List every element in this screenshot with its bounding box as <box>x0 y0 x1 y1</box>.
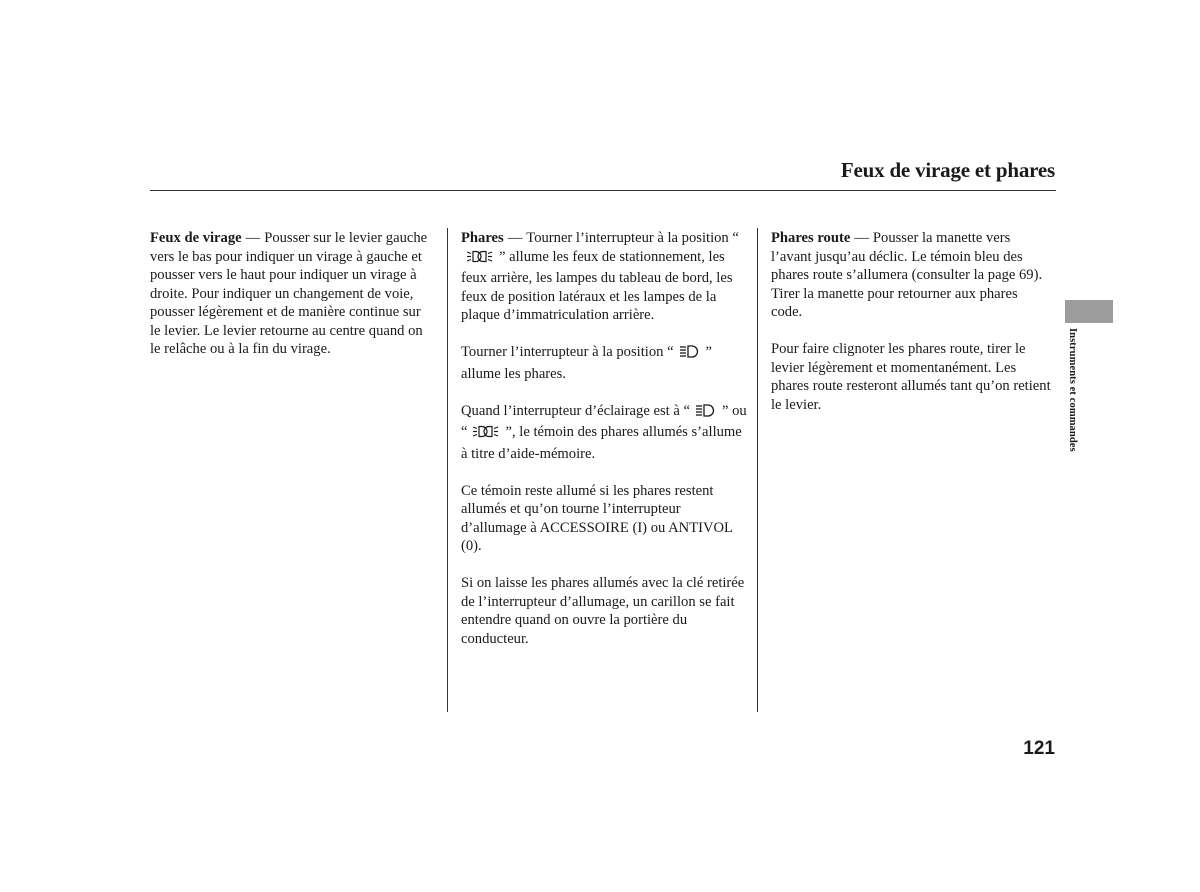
column-high-beams <box>771 229 1051 433</box>
high-beams-paragraph-2: Pour faire clignoter les phares route, tirer le levier légèrement et momentanément. Les phares route resteront allumés tant qu’on retient le levier. <box>771 341 1051 413</box>
turn-signals-heading: Feux de virage <box>150 230 242 246</box>
section-label: Instruments et commandes <box>1067 328 1078 452</box>
column-turn-signals <box>150 229 430 377</box>
column-divider-1 <box>447 228 448 712</box>
parking-lights-icon <box>472 424 500 445</box>
headlights-text-3b: ” ou “ <box>461 402 747 440</box>
headlights-paragraph-5: Si on laisse les phares allumés avec la clé retirée de l’interrupteur d’allumage, un carillon se fait entendre quand on ouvre la portière du conducteur. <box>461 575 745 647</box>
headlights-text-3c: ”, le témoin des phares allumés s’allume à titre d’aide-mémoire. <box>461 424 742 462</box>
headlight-icon <box>695 403 717 424</box>
page-title: Feux de virage et phares <box>840 158 1055 182</box>
high-beams-paragraph-1 <box>771 229 1051 322</box>
title-rule <box>150 190 1056 191</box>
turn-signals-paragraph <box>150 229 430 359</box>
column-divider-2 <box>757 228 758 712</box>
headlights-text-2b: ” allume les phares. <box>461 344 713 382</box>
high-beams-text-1b: ). Tirer la manette pour retourner aux phares code. <box>771 267 1043 320</box>
headlights-text-2a: Tourner l’interrupteur à la position “ <box>461 344 674 360</box>
parking-lights-icon <box>466 249 494 270</box>
headlights-paragraph-2 <box>461 343 749 383</box>
section-tab <box>1065 300 1113 323</box>
page-reference: 69 <box>1019 267 1034 283</box>
headlights-text-1b: ” allume les feux de stationnement, les feux arrière, les lampes du tableau de bord, les feux de position latéraux et les lampes de la plaque d’immatriculation arrière. <box>461 248 733 323</box>
headlights-paragraph-4: Ce témoin reste allumé si les phares restent allumés et qu’on tourne l’interrupteur d’allumage à ACCESSOIRE (I) ou ANTIVOL (0). <box>461 482 733 554</box>
headlights-text-1a: Tourner l’interrupteur à la position “ <box>526 230 739 246</box>
em-dash: — <box>854 230 869 246</box>
column-headlights <box>461 229 749 667</box>
headlights-text-3a: Quand l’interrupteur d’éclairage est à “ <box>461 402 690 419</box>
high-beams-heading: Phares route <box>771 230 851 246</box>
em-dash: — <box>507 230 523 246</box>
headlights-paragraph-3 <box>461 402 749 464</box>
high-beams-text-1a: Pousser la manette vers l’avant jusqu’au déclic. Le témoin bleu des phares route s’allumera (consulter la page <box>771 230 1023 283</box>
headlights-heading: Phares <box>461 230 504 246</box>
headlights-paragraph-1 <box>461 229 749 325</box>
turn-signals-text: Pousser sur le levier gauche vers le bas pour indiquer un virage à gauche et pousser vers le haut pour indiquer un virage à droite. Pour indiquer un changement de voie, pousser légèrement et de manière continue sur le levier. Le levier retourne au centre quand on le relâche ou à la fin du virage. <box>150 230 428 357</box>
headlight-icon <box>679 344 701 365</box>
em-dash: — <box>245 230 261 246</box>
page-number: 121 <box>1023 738 1055 759</box>
